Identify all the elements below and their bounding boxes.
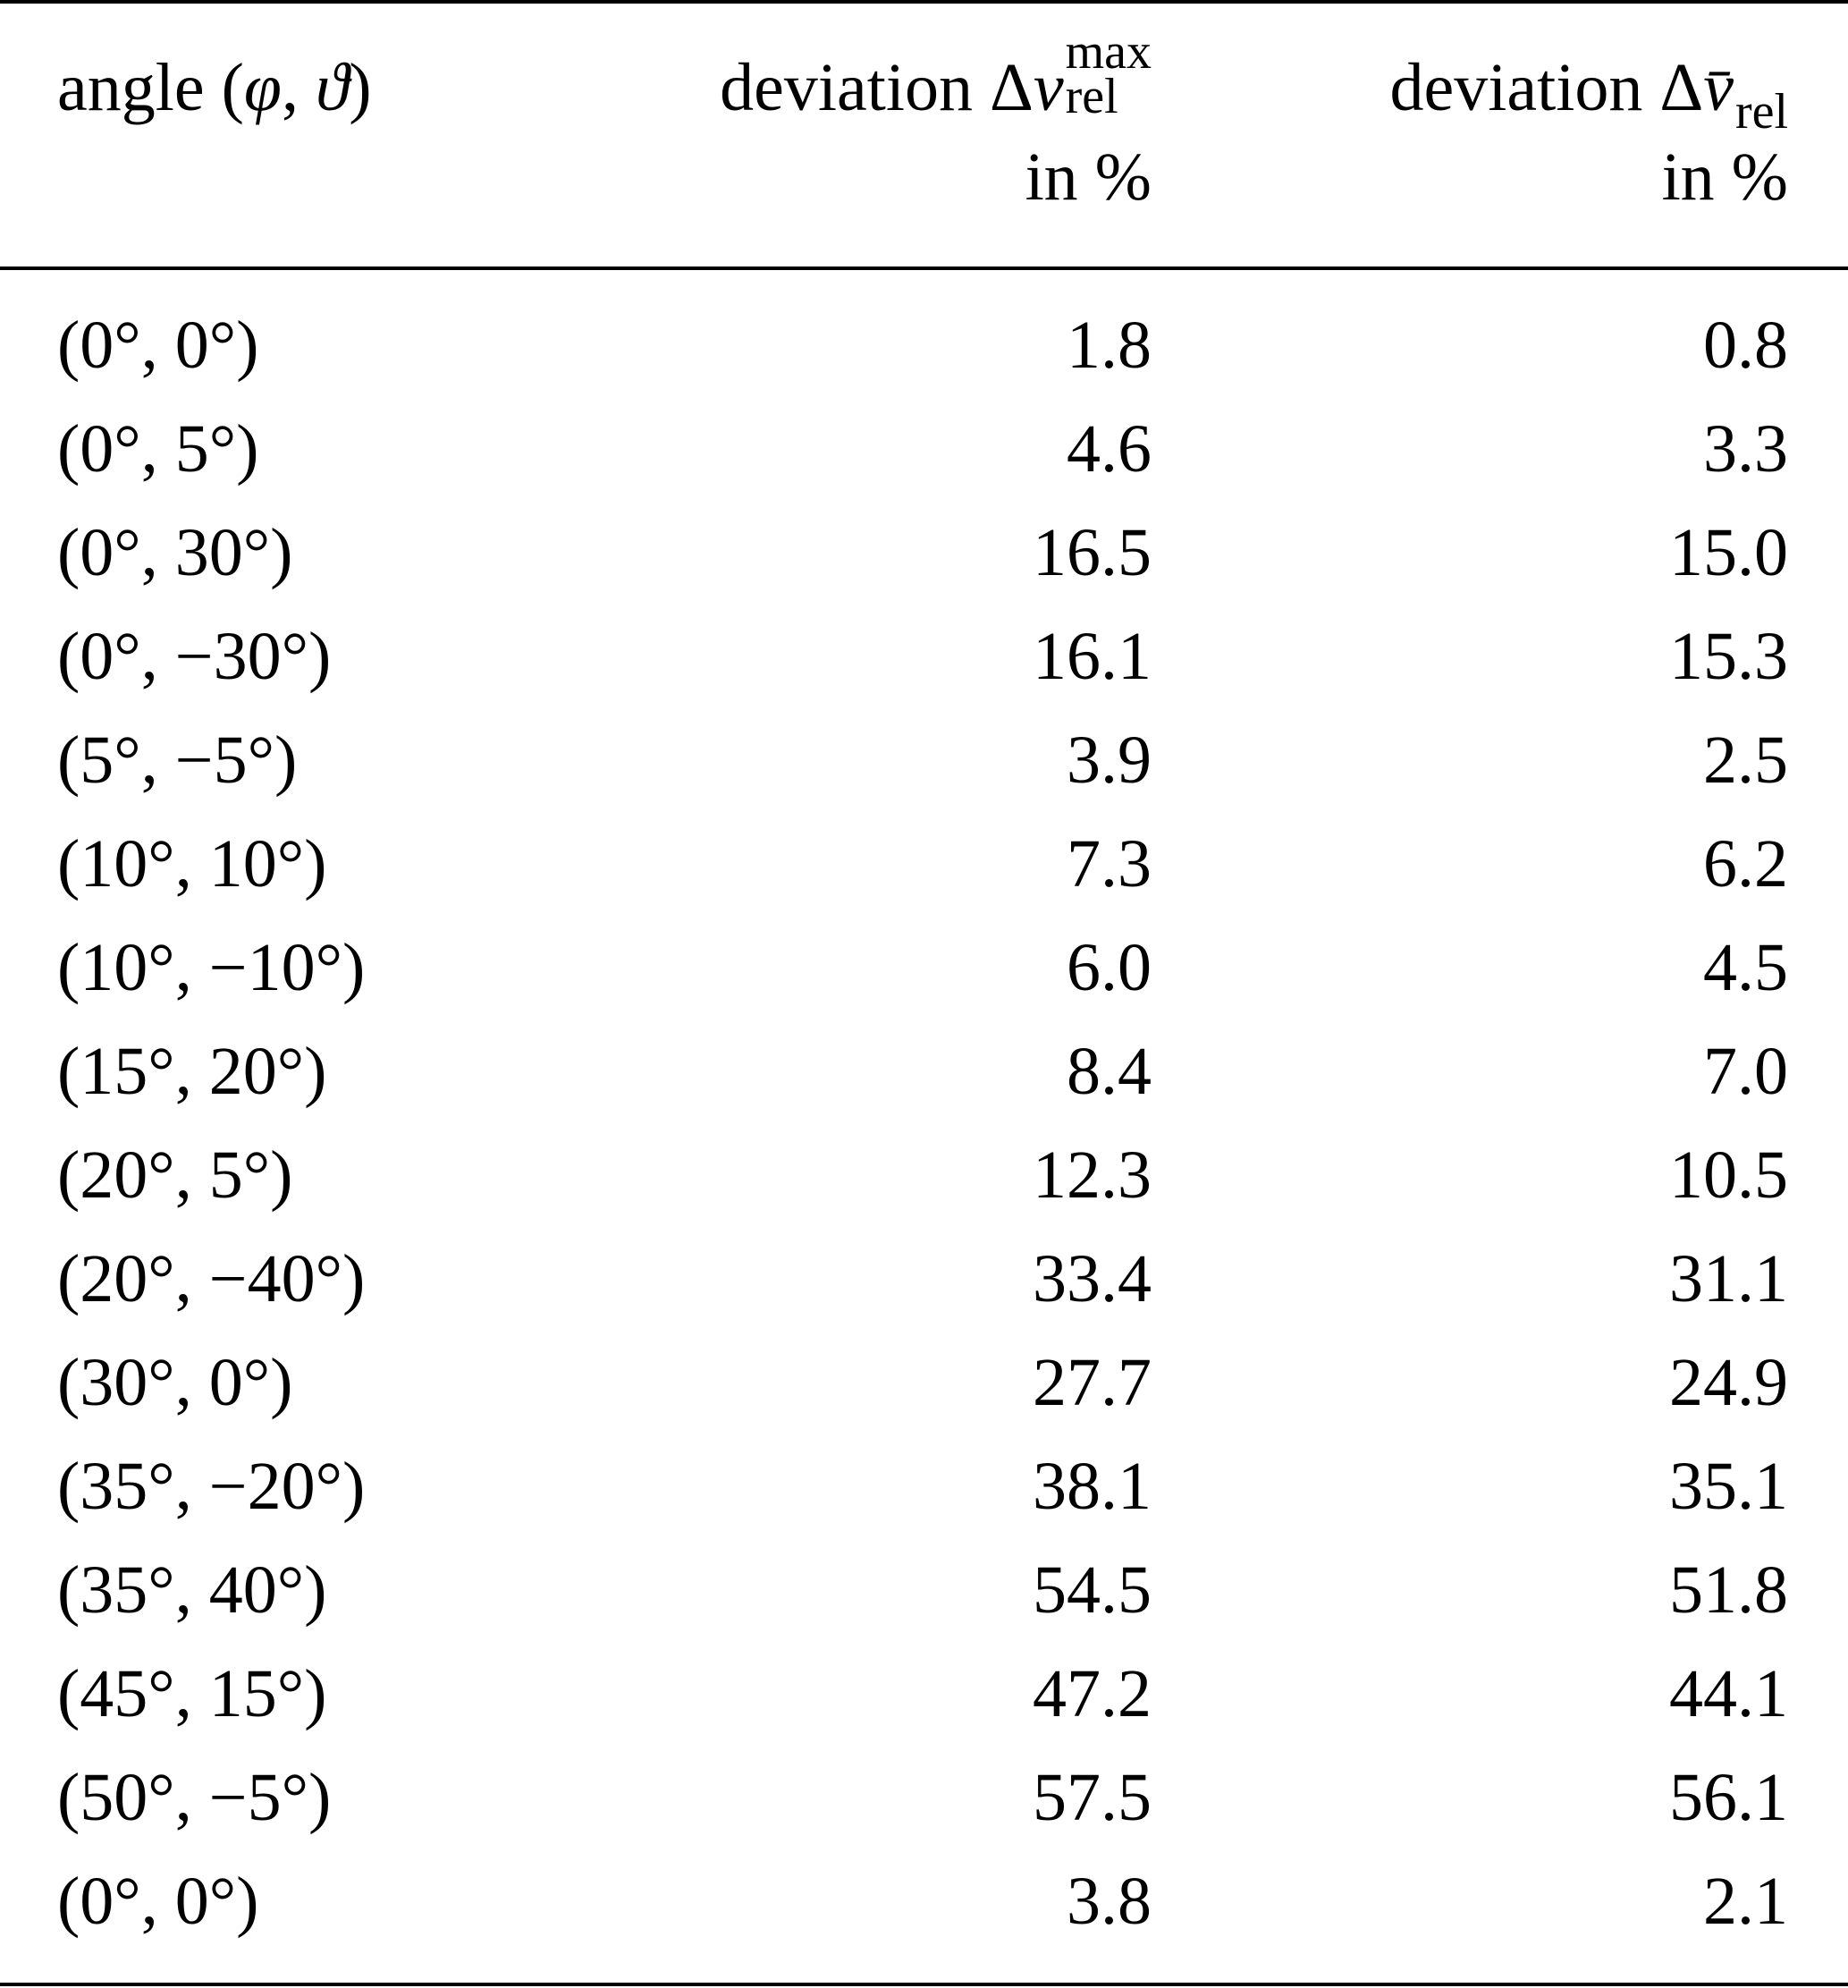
cell-max-deviation: 3.9 [1067,723,1152,798]
cell-angle: (10°, 10°) [57,826,327,901]
cell-angle: (0°, 0°) [57,308,259,383]
header-angle-phi: φ [243,50,282,125]
cell-angle: (0°, 5°) [57,411,259,486]
header-mean-unit: in % [1661,140,1788,215]
cell-mean-deviation: 2.5 [1703,723,1788,798]
table-row [0,1849,1848,1953]
header-rule [0,266,1848,270]
table-row [0,1538,1848,1642]
table-row [0,1227,1848,1331]
cell-max-deviation: 4.6 [1067,411,1152,486]
table-row [0,397,1848,501]
cell-max-deviation: 16.5 [1033,515,1152,590]
cell-mean-deviation: 35.1 [1669,1449,1788,1524]
cell-max-deviation: 33.4 [1033,1241,1152,1316]
cell-angle: (50°, −5°) [57,1760,332,1835]
cell-max-deviation: 6.0 [1067,930,1152,1005]
table-body [0,293,1848,1953]
header-max-text: deviation Δ [720,50,1034,125]
cell-max-deviation: 38.1 [1033,1449,1152,1524]
table-header [0,24,1848,252]
header-mean-var: v̄ [1703,50,1734,125]
cell-max-deviation: 8.4 [1067,1034,1152,1109]
cell-angle: (20°, 5°) [57,1138,293,1213]
header-angle-suffix: ) [349,50,372,125]
table-row [0,1019,1848,1123]
cell-angle: (15°, 20°) [57,1034,327,1109]
cell-max-deviation: 47.2 [1033,1656,1152,1731]
header-angle [57,50,372,125]
table-row [0,293,1848,397]
cell-max-deviation: 3.8 [1067,1864,1152,1939]
cell-max-deviation: 12.3 [1033,1138,1152,1213]
cell-angle: (0°, 0°) [57,1864,259,1939]
header-angle-prefix: angle ( [57,50,244,125]
table-row [0,605,1848,708]
cell-mean-deviation: 56.1 [1669,1760,1788,1835]
header-mean-deviation [1389,29,1788,215]
cell-mean-deviation: 31.1 [1669,1241,1788,1316]
header-max-supsub [1065,24,1152,129]
header-angle-theta: ϑ [315,50,350,125]
header-angle-sep: , [281,50,316,125]
cell-mean-deviation: 4.5 [1703,930,1788,1005]
header-max-sup: max [1065,24,1152,80]
cell-mean-deviation: 6.2 [1703,826,1788,901]
table-row [0,708,1848,812]
cell-angle: (5°, −5°) [57,723,298,798]
cell-mean-deviation: 44.1 [1669,1656,1788,1731]
header-max-deviation [720,24,1152,215]
table-row [0,1642,1848,1746]
bottom-rule [0,1983,1848,1986]
cell-angle: (10°, −10°) [57,930,366,1005]
cell-max-deviation: 16.1 [1033,619,1152,694]
table-row [0,916,1848,1019]
cell-angle: (30°, 0°) [57,1345,293,1420]
cell-mean-deviation: 10.5 [1669,1138,1788,1213]
cell-mean-deviation: 51.8 [1669,1552,1788,1628]
cell-max-deviation: 54.5 [1033,1552,1152,1628]
cell-max-deviation: 27.7 [1033,1345,1152,1420]
cell-max-deviation: 7.3 [1067,826,1152,901]
header-mean-text: deviation Δ [1389,50,1704,125]
cell-mean-deviation: 15.0 [1669,515,1788,590]
cell-mean-deviation: 7.0 [1703,1034,1788,1109]
cell-mean-deviation: 15.3 [1669,619,1788,694]
cell-mean-deviation: 2.1 [1703,1864,1788,1939]
table-row [0,501,1848,605]
table-row [0,1434,1848,1538]
cell-angle: (20°, −40°) [57,1241,366,1316]
header-max-var: v [1033,50,1064,125]
cell-mean-deviation: 24.9 [1669,1345,1788,1420]
cell-max-deviation: 57.5 [1033,1760,1152,1835]
header-mean-sub: rel [1734,84,1788,140]
table-row [0,1746,1848,1849]
cell-mean-deviation: 3.3 [1703,411,1788,486]
table-row [0,1123,1848,1227]
cell-angle: (0°, 30°) [57,515,293,590]
header-max-sub: rel [1065,69,1118,124]
cell-max-deviation: 1.8 [1067,308,1152,383]
table-row [0,812,1848,916]
cell-angle: (0°, −30°) [57,619,332,694]
cell-angle: (35°, 40°) [57,1552,327,1628]
cell-angle: (35°, −20°) [57,1449,366,1524]
top-rule [0,0,1848,4]
table-row [0,1331,1848,1434]
cell-angle: (45°, 15°) [57,1656,327,1731]
header-max-unit: in % [1025,140,1152,215]
cell-mean-deviation: 0.8 [1703,308,1788,383]
